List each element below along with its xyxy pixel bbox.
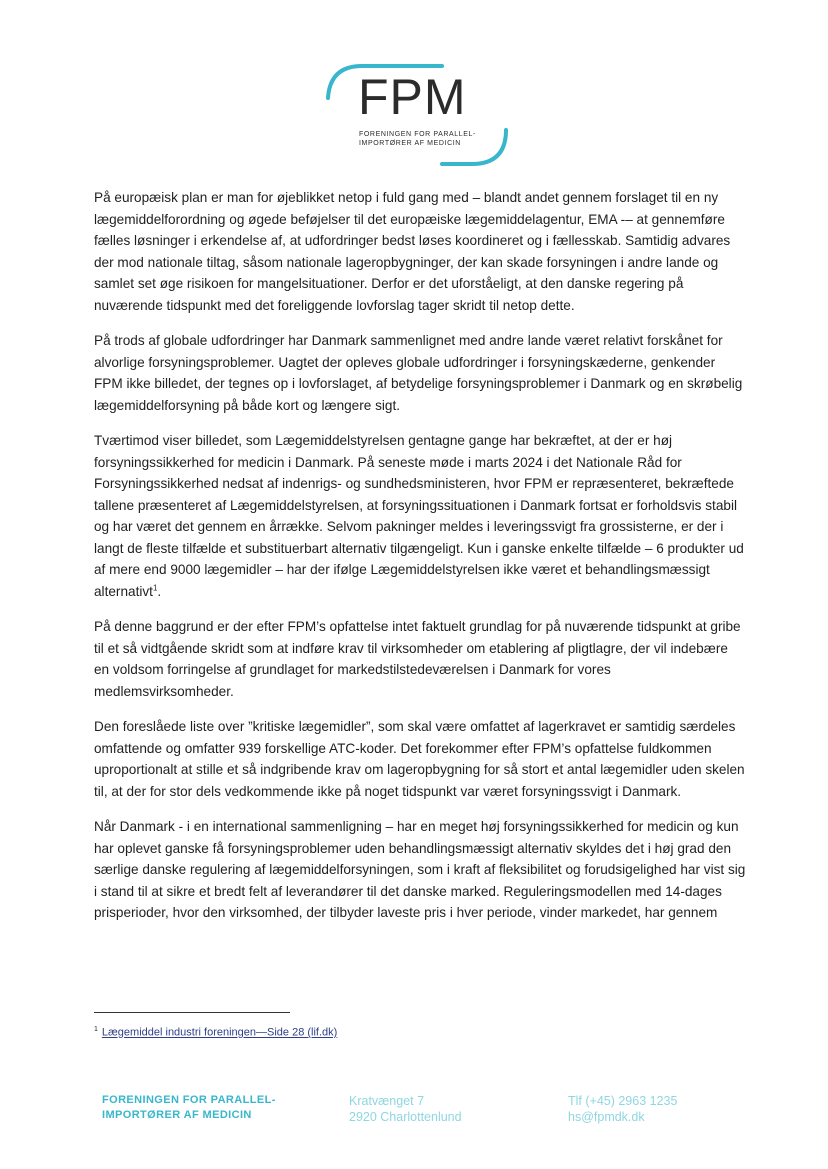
footnote-reference[interactable]: 1 xyxy=(152,582,158,592)
footer-address xyxy=(349,1093,462,1125)
logo-subtitle-line2: IMPORTØRER AF MEDICIN xyxy=(359,140,461,147)
paragraph-6: Når Danmark - i en international sammenligning – har en meget høj forsyningssikkerhed for medicin og kun har oplevet ganske få forsyningsproblemer uden behandlingsmæssigt alternativ skyldes det i høj grad den særlige danske regulering af lægemiddelforsyningen, som i kraft af fleksibilitet og forudsigelighed har vist sig i stand til at sikre et bredt felt af leverandører til det danske marked. Reguleringsmodellen med 14-dages prisperioder, hvor den virksomhed, der tilbyder laveste pris i hver periode, vinder markedet, har gennem xyxy=(94,819,746,920)
footnote-divider xyxy=(94,1012,290,1013)
footer-contact xyxy=(568,1093,677,1125)
footnote-link[interactable]: Lægemiddel industri foreningen—Side 28 (lif.dk) xyxy=(101,1026,338,1039)
fpm-logo xyxy=(322,60,512,172)
letter-body xyxy=(94,187,746,938)
footer-phone: Tlf (+45) 2963 1235 xyxy=(568,1094,678,1108)
paragraph-4: På denne baggrund er der efter FPM’s opfattelse intet faktuelt grundlag for på nuværende tidspunkt at gribe til et så vidtgående skridt som at indføre krav til virksomheder om etablering af pligtlagre, der vil indebære en voldsom forringelse af grundlaget for markedstilstedeværelsen i Danmark for vores medlemsvirksomheder. xyxy=(94,619,741,699)
footer-email[interactable]: hs@fpmdk.dk xyxy=(568,1110,645,1124)
paragraph-3-text: Tværtimod viser billedet, som Lægemiddelstyrelsen gentagne gange har bekræftet, at der er høj forsyningssikkerhed for medicin i Danmark. På seneste møde i marts 2024 i det Nationale Råd for Forsyningssikkerhed nedsat af indenrigs- og sundhedsministeren, hvor FPM er repræsenteret, bekræftede tallene præsenteret af Lægemiddelstyrelsen, at forsyningssituationen i Danmark fortsat er forholdsvis stabil og har været det gennem en årrække. Selvom pakninger meldes i leveringssvigt fra grossisterne, er der i langt de fleste tilfælde et substituerbart alternativ tilgængeligt. Kun i ganske enkelte tilfælde – 6 produkter ud af mere end 9000 lægemidler – har der ifølge Lægemiddelstyrelsen ikke været et behandlingsmæssigt alternativt xyxy=(94,433,744,599)
footer-org-line2: IMPORTØRER AF MEDICIN xyxy=(102,1109,252,1121)
paragraph-1: På europæisk plan er man for øjeblikket netop i fuld gang med – blandt andet gennem forslaget til en ny lægemiddelforordning og øgede beføjelser til det europæiske lægemiddelagentur, EMA -– at gennemføre fælles løsninger i erkendelse af, at udfordringer bedst løses koordineret og i fællesskab. Samtidig advares der mod nationale tiltag, såsom nationale lageropbygninger, der kan skade forsyningen i andre lande og samlet set øge risikoen for mangelsituationer. Derfor er det uforståeligt, at den danske regering på nuværende tidspunkt med det foreliggende lovforslag tager skridt til netop dette. xyxy=(94,190,731,313)
paragraph-2: På trods af globale udfordringer har Danmark sammenlignet med andre lande været relativt forskånet for alvorlige forsyningsproblemer. Uagtet der opleves globale udfordringer i forsyningskæderne, genkender FPM ikke billedet, der tegnes op i lovforslaget, af betydelige forsyningsproblemer i Danmark og en skrøbelig lægemiddelforsyning på både kort og længere sigt. xyxy=(94,333,743,413)
paragraph-5: Den foreslåede liste over ”kritiske lægemidler”, som skal være omfattet af lagerkravet er samtidig særdeles omfattende og omfatter 939 forskellige ATC-koder. Det forekommer efter FPM’s opfattelse fuldkommen uproportionalt at stille et så indgribende krav om lageropbygning for så stort et antal lægemidler uden skelen til, at der for stor dels vedkommende ikke på noget tidspunkt var været forsyningssvigt i Danmark. xyxy=(94,719,745,799)
logo-subtitle-line1: FORENINGEN FOR PARALLEL- xyxy=(359,131,476,138)
logo-wordmark: FPM xyxy=(358,69,467,125)
footnote-marker: 1 xyxy=(94,1026,98,1033)
paragraph-3: Tværtimod viser billedet, som Lægemiddelstyrelsen gentagne gange har bekræftet, at der er høj forsyningssikkerhed for medicin i Danmark. På seneste møde i marts 2024 i det Nationale Råd for Forsyningssikkerhed nedsat af indenrigs- og sundhedsministeren, hvor FPM er repræsenteret, bekræftede tallene præsenteret af Lægemiddelstyrelsen, at forsyningssituationen i Danmark fortsat er forholdsvis stabil og har været det gennem en årrække. Selvom pakninger meldes i leveringssvigt fra grossisterne, er der i langt de fleste tilfælde et substituerbart alternativ tilgængeligt. Kun i ganske enkelte tilfælde – 6 produkter ud af mere end 9000 lægemidler – har der ifølge Lægemiddelstyrelsen ikke været et behandlingsmæssigt alternativt$^1$. xyxy=(94,433,744,599)
footer-org-line1: FORENINGEN FOR PARALLEL- xyxy=(102,1094,276,1106)
footer-address-line2: 2920 Charlottenlund xyxy=(349,1110,462,1124)
footer-address-line1: Kratvænget 7 xyxy=(349,1094,425,1108)
footer-organization xyxy=(102,1093,276,1123)
footnote xyxy=(94,1023,337,1040)
logo-subtitle xyxy=(359,130,499,148)
